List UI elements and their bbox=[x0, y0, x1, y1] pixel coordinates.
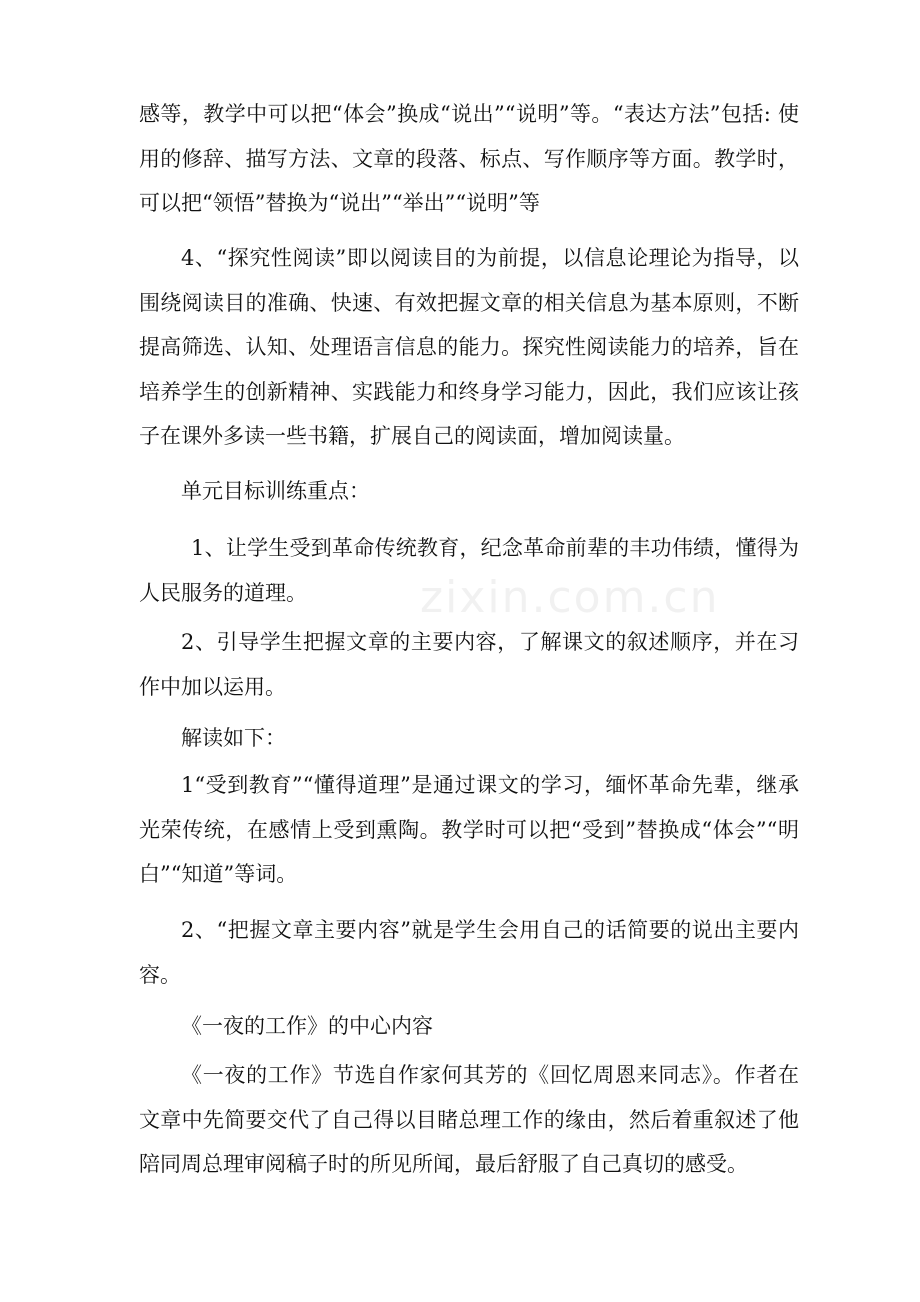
heading-unit-training-focus: 单元目标训练重点： bbox=[181, 479, 370, 503]
paragraph-interpretation-2: 2、“把握文章主要内容”就是学生会用自己的话简要的说出主要内容。 bbox=[139, 918, 799, 987]
paragraph-night-work-summary: 《一夜的工作》节选自作家何其芳的《回忆周恩来同志》。作者在文章中先简要交代了自己得以目睹总理工作的缘由，然后着重叙述了他陪同周总理审阅稿子时的所见所闻，最后舒服了自己真切的感受。 bbox=[139, 1063, 799, 1176]
paragraph-goal-2: 2、引导学生把握文章的主要内容，了解课文的叙述顺序，并在习作中加以运用。 bbox=[139, 630, 799, 699]
paragraph-exploratory-reading: 4、“探究性阅读”即以阅读目的为前提，以信息论理论为指导，以围绕阅读目的准确、快速、有效把握文章的相关信息为基本原则，不断提高筛选、认知、处理语言信息的能力。探究性阅读能力的培养，旨在培养学生的创新精神、实践能力和终身学习能力，因此，我们应该让孩子在课外多读一些书籍，扩展自己的阅读面，增加阅读量。 bbox=[139, 246, 799, 448]
watermark: zixin.com.cn bbox=[420, 572, 720, 623]
heading-night-work-center: 《一夜的工作》的中心内容 bbox=[181, 1014, 433, 1038]
paragraph-interpretation-1: 1“受到教育”“懂得道理”是通过课文的学习，缅怀革命先辈，继承光荣传统，在感情上受到熏陶。教学时可以把“受到”替换成“体会”“明白”“知道”等词。 bbox=[139, 773, 799, 886]
heading-interpretation: 解读如下： bbox=[181, 726, 286, 750]
paragraph-expression-methods: 感等，教学中可以把“体会”换成“说出”“说明”等。“表达方法”包括: 使用的修辞、描写方法、文章的段落、标点、写作顺序等方面。教学时，可以把“领悟”替换为“说出”“举出”“说明”等 bbox=[139, 102, 799, 215]
paragraph-goal-1: 1、让学生受到革命传统教育，纪念革命前辈的丰功伟绩，懂得为人民服务的道理。 bbox=[139, 536, 799, 605]
